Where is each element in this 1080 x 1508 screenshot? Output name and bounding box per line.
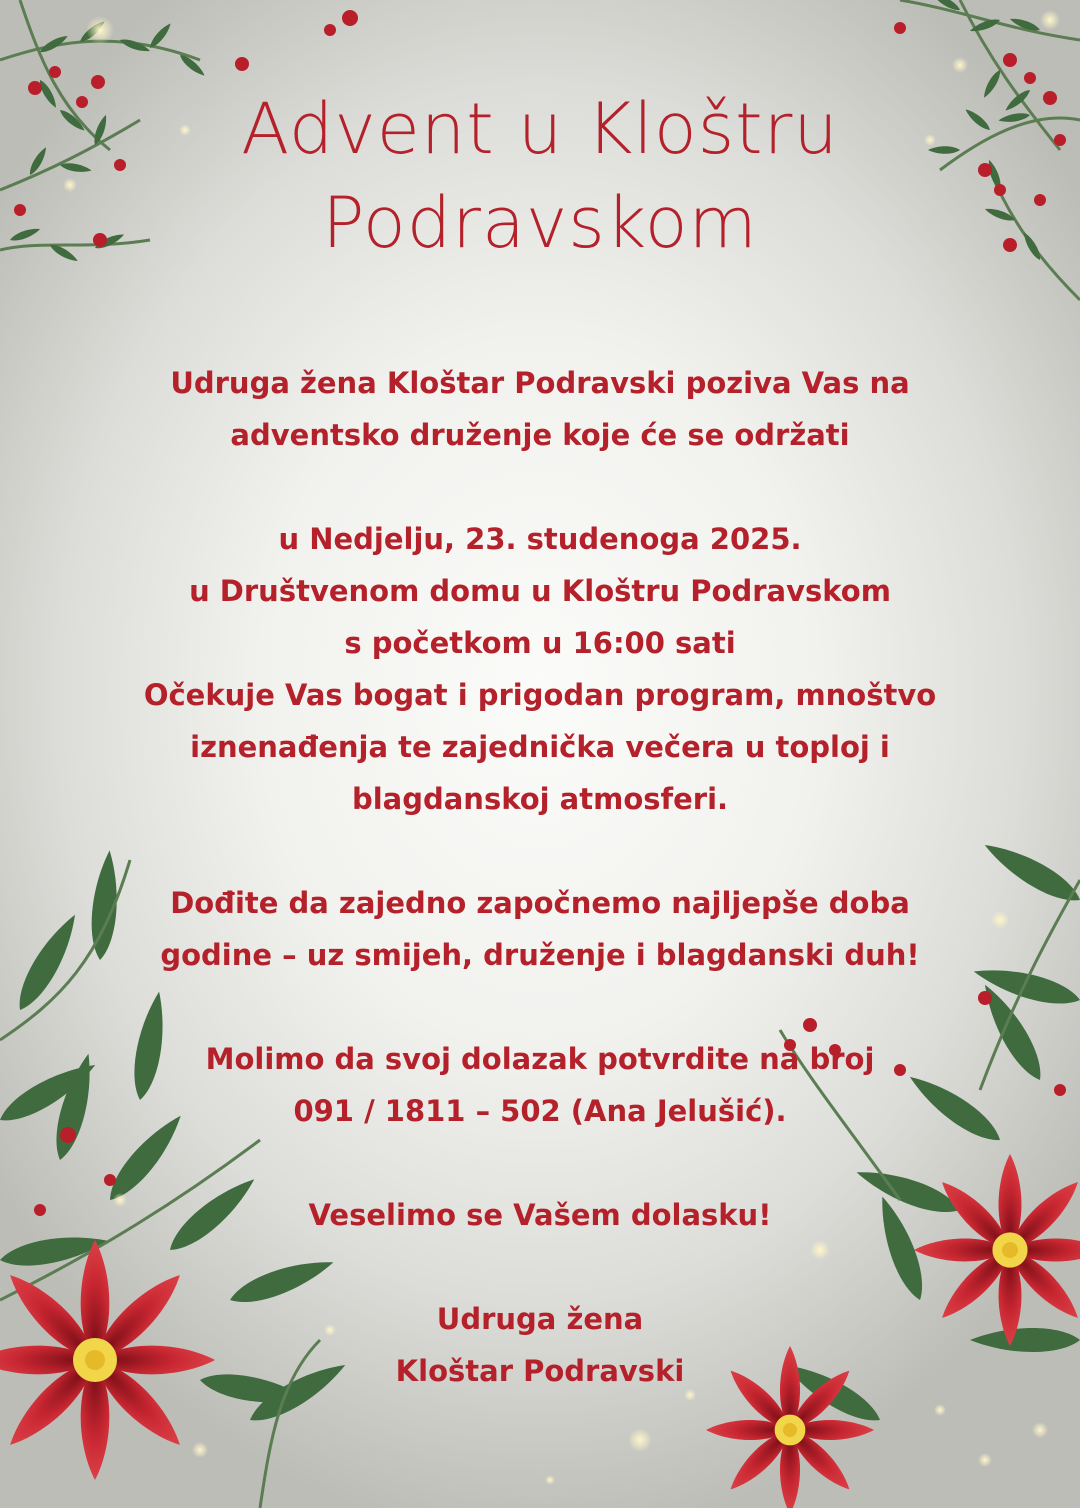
call-line-2: godine – uz smijeh, druženje i blagdanski duh! bbox=[160, 938, 920, 972]
spacer bbox=[80, 981, 1000, 1033]
program-line-3: blagdanskoj atmosferi. bbox=[351, 782, 729, 816]
signature-line-2: Kloštar Podravski bbox=[395, 1354, 685, 1388]
program-line-2: iznenađenja te zajednička večera u toploj i bbox=[190, 730, 890, 764]
invitation-line-2: adventsko druženje koje će se održati bbox=[230, 418, 850, 452]
rsvp-phone: 091 / 1811 – 502 (Ana Jelušić). bbox=[293, 1094, 787, 1128]
title-line-2: Podravskom bbox=[322, 182, 758, 264]
spacer bbox=[80, 825, 1000, 877]
call-line-1: Dođite da zajedno započnemo najljepše doba bbox=[170, 886, 910, 920]
signature-line-1: Udruga žena bbox=[436, 1302, 644, 1336]
program-line-1: Očekuje Vas bogat i prigodan program, mnoštvo bbox=[143, 678, 937, 712]
closing-line: Veselimo se Vašem dolasku! bbox=[308, 1198, 772, 1232]
event-date: u Nedjelju, 23. studenoga 2025. bbox=[278, 522, 802, 556]
event-time: s početkom u 16:00 sati bbox=[344, 626, 736, 660]
invitation-body bbox=[80, 357, 1000, 1397]
title-line-1: Advent u Kloštru bbox=[241, 88, 839, 170]
invitation-line-1: Udruga žena Kloštar Podravski poziva Vas na bbox=[170, 366, 910, 400]
spacer bbox=[80, 1241, 1000, 1293]
event-location: u Društvenom domu u Kloštru Podravskom bbox=[189, 574, 891, 608]
spacer bbox=[80, 1137, 1000, 1189]
rsvp-line-1: Molimo da svoj dolazak potvrdite na broj bbox=[205, 1042, 875, 1076]
event-title bbox=[0, 82, 1080, 270]
spacer bbox=[80, 461, 1000, 513]
